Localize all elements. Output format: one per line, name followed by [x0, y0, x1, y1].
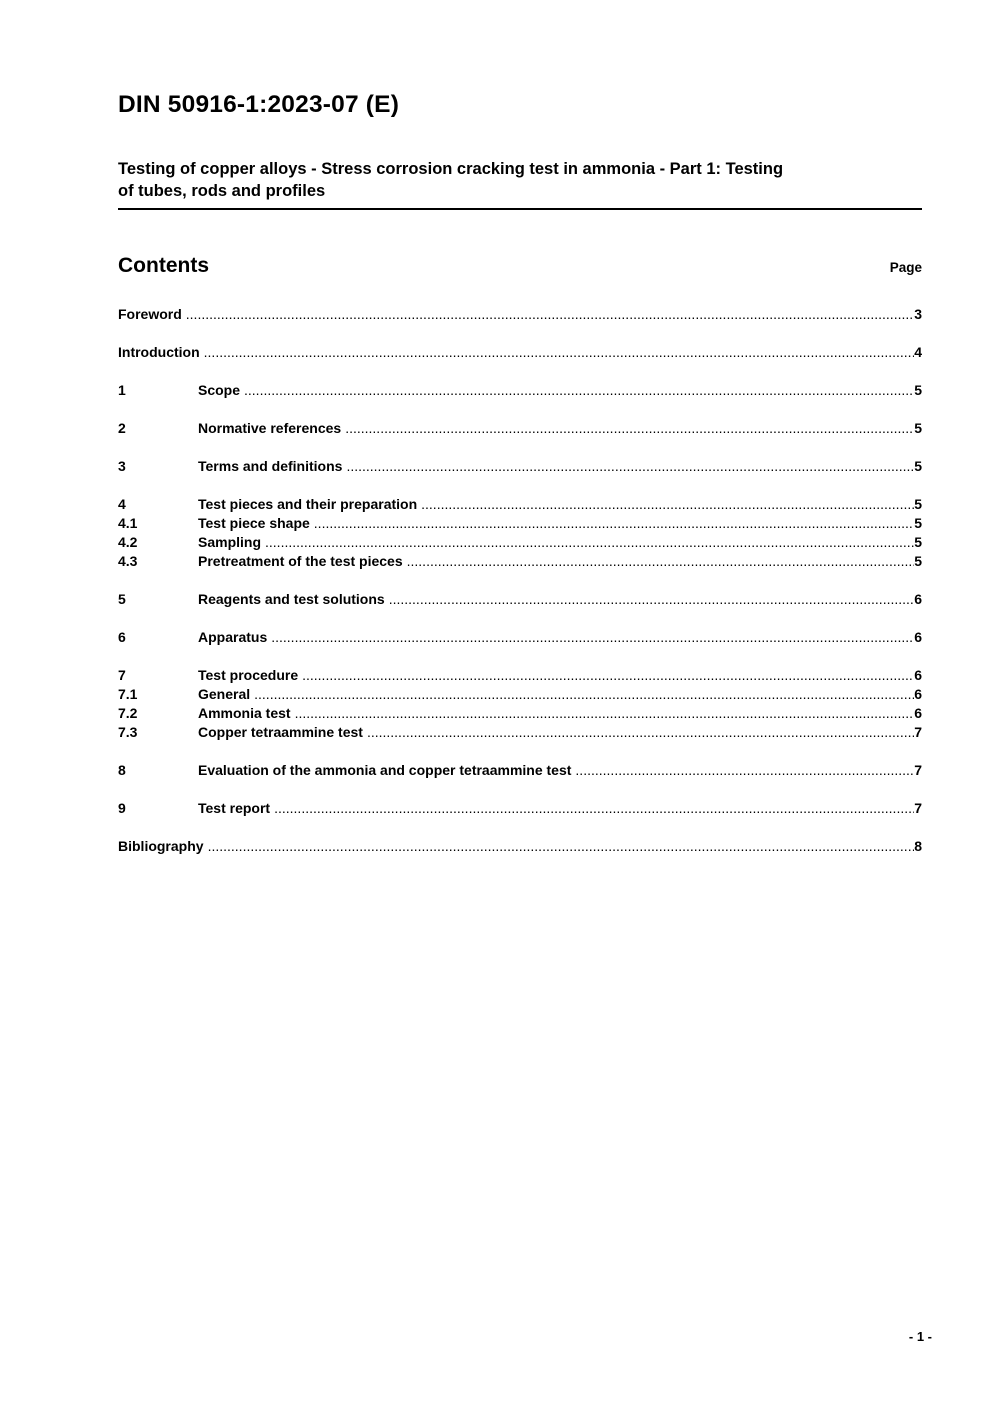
toc-dot-leader	[575, 761, 914, 780]
toc-entry-page: 7	[914, 800, 922, 816]
toc-entry-page: 7	[914, 762, 922, 778]
document-title-line2: of tubes, rods and profiles	[118, 182, 326, 200]
toc-entry[interactable]	[118, 552, 922, 571]
toc-dot-leader	[204, 343, 915, 362]
toc-dot-leader	[208, 837, 915, 856]
toc-entry[interactable]	[118, 305, 922, 324]
toc-entry[interactable]	[118, 495, 922, 514]
toc-entry-page: 6	[914, 591, 922, 607]
toc-entry-title[interactable]: Normative references	[198, 420, 342, 436]
toc-entry[interactable]	[118, 704, 922, 723]
toc-entry-title[interactable]: Copper tetraammine test	[198, 724, 363, 740]
toc-entry-title[interactable]: Test report	[198, 800, 271, 816]
toc-entry-title[interactable]: Ammonia test	[198, 705, 291, 721]
toc-dot-leader	[346, 457, 914, 476]
toc-entry-title[interactable]: Evaluation of the ammonia and copper tetraammine test	[198, 762, 572, 778]
toc-entry-page: 6	[914, 705, 922, 721]
toc-entry-page: 5	[914, 420, 922, 436]
toc-entry-page: 5	[914, 553, 922, 569]
toc-entry-title[interactable]: Apparatus	[198, 629, 268, 645]
toc-entry-number: 3	[118, 458, 126, 474]
toc-entry[interactable]	[118, 457, 922, 476]
toc-entry[interactable]	[118, 533, 922, 552]
toc-entry-title[interactable]: Test procedure	[198, 667, 299, 683]
toc-dot-leader	[186, 305, 914, 324]
toc-dot-leader	[271, 628, 914, 647]
toc-entry-number: 8	[118, 762, 126, 778]
toc-entry-page: 5	[914, 515, 922, 531]
toc-entry-title[interactable]: Test pieces and their preparation	[198, 496, 418, 512]
toc-entry-number: 7.2	[118, 705, 138, 721]
toc-entry[interactable]	[118, 590, 922, 609]
toc-entry-title[interactable]: Sampling	[198, 534, 262, 550]
toc-list	[118, 305, 922, 856]
toc-entry-page: 5	[914, 458, 922, 474]
toc-entry-page: 7	[914, 724, 922, 740]
toc-dot-leader	[367, 723, 914, 742]
document-title	[118, 158, 922, 210]
toc-dot-leader	[254, 685, 914, 704]
toc-entry-number: 6	[118, 629, 126, 645]
toc-entry-number: 1	[118, 382, 126, 398]
toc-entry[interactable]	[118, 685, 922, 704]
toc-entry[interactable]	[118, 628, 922, 647]
toc-dot-leader	[274, 799, 914, 818]
toc-dot-leader	[265, 533, 914, 552]
toc-entry[interactable]	[118, 761, 922, 780]
toc-entry-title[interactable]: Reagents and test solutions	[198, 591, 385, 607]
contents-header-row	[118, 252, 922, 280]
toc-entry-number: 7.1	[118, 686, 138, 702]
toc-entry-page: 3	[914, 306, 922, 322]
toc-entry-number: 4.2	[118, 534, 138, 550]
toc-dot-leader	[345, 419, 914, 438]
toc-dot-leader	[302, 666, 914, 685]
toc-entry[interactable]	[118, 419, 922, 438]
toc-entry-number: 4.1	[118, 515, 138, 531]
toc-entry-number: 7.3	[118, 724, 138, 740]
toc-entry-page: 6	[914, 629, 922, 645]
toc-entry[interactable]	[118, 514, 922, 533]
document-title-line1: Testing of copper alloys - Stress corrosion cracking test in ammonia - Part 1: Testing	[118, 160, 784, 178]
toc-entry-title[interactable]: Scope	[198, 382, 241, 398]
toc-entry-page: 5	[914, 382, 922, 398]
contents-heading: Contents	[118, 254, 209, 277]
toc-entry-title[interactable]: Introduction	[118, 344, 200, 360]
toc-dot-leader	[314, 514, 914, 533]
toc-dot-leader	[389, 590, 915, 609]
toc-entry-page: 6	[914, 667, 922, 683]
toc-entry-number: 4	[118, 496, 126, 512]
toc-entry-page: 8	[914, 838, 922, 854]
toc-entry-page: 5	[914, 496, 922, 512]
toc-entry-title[interactable]: Bibliography	[118, 838, 204, 854]
toc-entry-page: 4	[914, 344, 922, 360]
toc-dot-leader	[421, 495, 914, 514]
toc-entry-number: 5	[118, 591, 126, 607]
toc-dot-leader	[244, 381, 914, 400]
toc-entry[interactable]	[118, 381, 922, 400]
page-column-label: Page	[889, 260, 922, 275]
toc-entry-page: 5	[914, 534, 922, 550]
toc-entry-title[interactable]: Foreword	[118, 306, 182, 322]
toc-entry-number: 9	[118, 800, 126, 816]
toc-entry[interactable]	[118, 343, 922, 362]
toc-entry-number: 7	[118, 667, 126, 683]
toc-entry-title[interactable]: Terms and definitions	[198, 458, 343, 474]
standard-number: DIN 50916-1:2023-07 (E)	[118, 91, 400, 118]
toc-entry-number: 4.3	[118, 553, 138, 569]
toc-entry-title[interactable]: General	[198, 686, 251, 702]
toc-entry-number: 2	[118, 420, 126, 436]
toc-entry-title[interactable]: Test piece shape	[198, 515, 310, 531]
toc-entry[interactable]	[118, 837, 922, 856]
toc-entry-title[interactable]: Pretreatment of the test pieces	[198, 553, 403, 569]
footer-page-number: - 1 -	[908, 1329, 932, 1344]
toc-entry[interactable]	[118, 723, 922, 742]
toc-dot-leader	[407, 552, 915, 571]
toc-entry[interactable]	[118, 799, 922, 818]
toc-dot-leader	[295, 704, 915, 723]
toc-entry[interactable]	[118, 666, 922, 685]
toc-entry-page: 6	[914, 686, 922, 702]
